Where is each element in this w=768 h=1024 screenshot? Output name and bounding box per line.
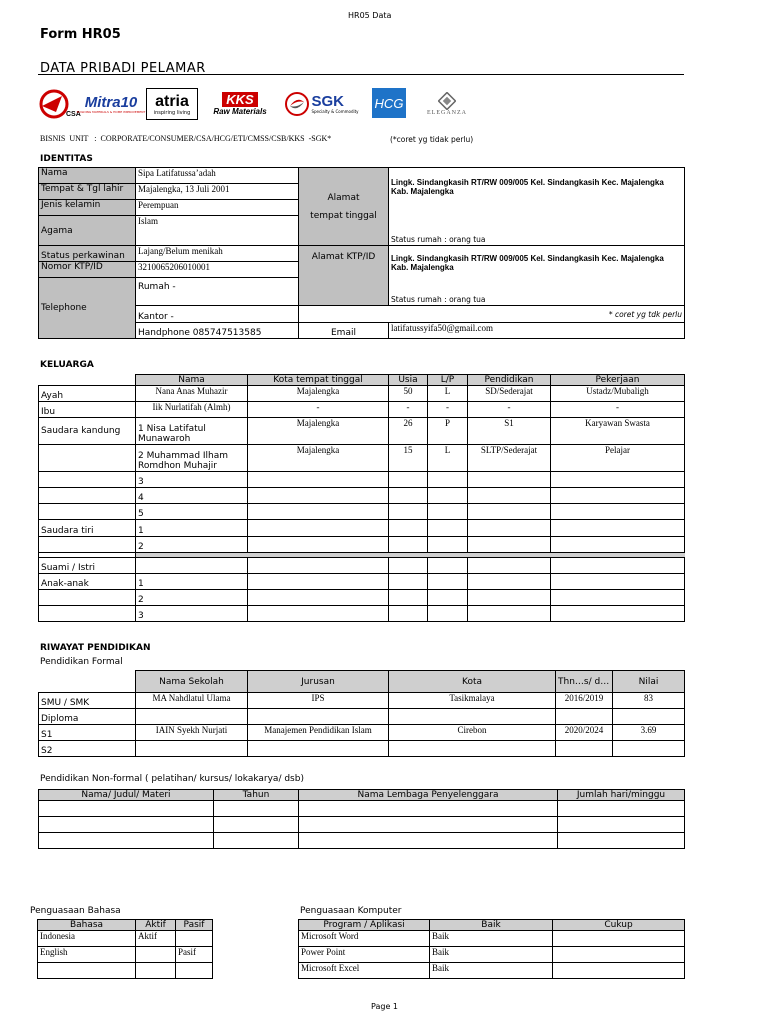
table-row: [39, 418, 685, 445]
cell[interactable]: [389, 488, 428, 504]
cell[interactable]: [551, 504, 685, 520]
program-3-cukup[interactable]: [553, 963, 685, 979]
csa-logo-icon: [38, 88, 82, 120]
col-tahun: Thn…s/ d…: [556, 671, 613, 693]
formal-corner: [39, 671, 136, 693]
col-bahasa: Bahasa: [38, 920, 136, 931]
cell[interactable]: [248, 606, 389, 622]
col-program: Program / Aplikasi: [299, 920, 430, 931]
cell[interactable]: [248, 488, 389, 504]
jk-value[interactable]: Perempuan: [136, 200, 299, 216]
cell[interactable]: [389, 606, 428, 622]
cell[interactable]: [558, 801, 685, 817]
table-row: [39, 833, 685, 849]
kks-logo-sub: Raw Materials: [213, 107, 267, 116]
row-label: [39, 488, 136, 504]
cell[interactable]: [214, 833, 299, 849]
smu-sekolah[interactable]: MA Nahdlatul Ulama: [136, 693, 248, 709]
s1-tahun[interactable]: 2020/2024: [556, 725, 613, 741]
program-1-baik[interactable]: Baik: [430, 931, 553, 947]
cell[interactable]: [248, 709, 389, 725]
col-nama: Nama: [136, 375, 248, 386]
col-kota: Kota tempat tinggal: [248, 375, 389, 386]
kks-logo-text: KKS: [222, 92, 257, 107]
cell[interactable]: [248, 504, 389, 520]
cell[interactable]: [39, 833, 214, 849]
s1-sekolah[interactable]: IAIN Syekh Nurjati: [136, 725, 248, 741]
komputer-label: Penguasaan Komputer: [300, 906, 402, 916]
row-label: [39, 606, 136, 622]
cell[interactable]: [468, 520, 551, 537]
formal-label: Pendidikan Formal: [40, 657, 123, 667]
table-row: [299, 963, 685, 979]
table-row: [39, 472, 685, 488]
ibu-pendidikan[interactable]: -: [468, 402, 551, 418]
program-2-baik[interactable]: Baik: [430, 947, 553, 963]
anak-1-nama[interactable]: 1: [136, 574, 248, 590]
agama-label: Agama: [39, 216, 136, 246]
cell[interactable]: [468, 558, 551, 574]
pendidikan-heading: RIWAYAT PENDIDIKAN: [40, 643, 151, 653]
ibu-pekerjaan[interactable]: -: [551, 402, 685, 418]
cell[interactable]: [299, 833, 558, 849]
alamat-label: [299, 168, 389, 246]
row-label: [39, 537, 136, 553]
alamat-label-2: tempat tinggal: [310, 210, 377, 221]
cell[interactable]: [551, 488, 685, 504]
smu-nilai[interactable]: 83: [613, 693, 685, 709]
ayah-pekerjaan[interactable]: Ustadz/Mubaligh: [551, 386, 685, 402]
alamat-cell[interactable]: [389, 168, 685, 246]
kantor-value[interactable]: Kantor -: [136, 306, 299, 323]
page-title: DATA PRIBADI PELAMAR: [40, 61, 206, 76]
table-row: [39, 693, 685, 709]
table-row: [39, 574, 685, 590]
col-kota-sekolah: Kota: [389, 671, 556, 693]
saudara-2-lp[interactable]: L: [428, 445, 468, 472]
table-row: [39, 801, 685, 817]
table-row: [39, 488, 685, 504]
saudara-1-pendidikan[interactable]: S1: [468, 418, 551, 445]
atria-logo-sub: inspiring living: [153, 109, 191, 116]
coret-note: * coret yg tdk perlu: [299, 306, 685, 323]
saudara-5-nama[interactable]: 5: [136, 504, 248, 520]
cell[interactable]: [389, 590, 428, 606]
cell[interactable]: [428, 537, 468, 553]
cell[interactable]: [248, 537, 389, 553]
s1-nilai[interactable]: 3.69: [613, 725, 685, 741]
saudara-1-lp[interactable]: P: [428, 418, 468, 445]
ibu-label: Ibu: [39, 402, 136, 418]
table-row: [38, 931, 213, 947]
nonformal-label: Pendidikan Non-formal ( pelatihan/ kursus/ lokakarya/ dsb): [40, 774, 304, 784]
bahasa-label: Penguasaan Bahasa: [30, 906, 121, 916]
saudara-1-pekerjaan[interactable]: Karyawan Swasta: [551, 418, 685, 445]
sgk-logo-icon: [285, 92, 309, 116]
col-materi: Nama/ Judul/ Materi: [39, 790, 214, 801]
saudara-4-nama[interactable]: 4: [136, 488, 248, 504]
cell[interactable]: [551, 537, 685, 553]
table-row: [39, 741, 685, 757]
col-pekerjaan: Pekerjaan: [551, 375, 685, 386]
alamat-ktp-cell[interactable]: [389, 246, 685, 306]
s2-label: S2: [39, 741, 136, 757]
cell[interactable]: [389, 741, 556, 757]
handphone-value[interactable]: Handphone 085747513585: [136, 323, 299, 339]
cell[interactable]: [389, 574, 428, 590]
business-unit-note: (*coret yg tidak perlu): [390, 135, 474, 144]
ayah-kota[interactable]: Majalengka: [248, 386, 389, 402]
keluarga-heading: KELUARGA: [40, 360, 94, 370]
cell[interactable]: [468, 488, 551, 504]
email-value[interactable]: latifatussyifa50@gmail.com: [389, 323, 685, 339]
cell[interactable]: [136, 558, 248, 574]
saudara-1-kota[interactable]: Majalengka: [248, 418, 389, 445]
alamat-ktp-value[interactable]: Lingk. Sindangkasih RT/RW 009/005 Kel. Sindangkasih Kec. Majalengka Kab. Majalengka: [391, 254, 664, 272]
sgk-logo-text: SGK: [311, 93, 344, 110]
col-lembaga: Nama Lembaga Penyelenggara: [299, 790, 558, 801]
email-label: Email: [299, 323, 389, 339]
table-row: [38, 947, 213, 963]
cell[interactable]: [389, 558, 428, 574]
table-row: [39, 558, 685, 574]
table-row: [39, 537, 685, 553]
eleganza-logo: [420, 88, 474, 120]
table-row: [39, 386, 685, 402]
cell[interactable]: [551, 574, 685, 590]
program-3[interactable]: Microsoft Excel: [299, 963, 430, 979]
table-row: [38, 963, 213, 979]
anak-2-nama[interactable]: 2: [136, 590, 248, 606]
ayah-nama[interactable]: Nana Anas Muhazir: [136, 386, 248, 402]
identitas-heading: IDENTITAS: [40, 154, 93, 164]
program-2-cukup[interactable]: [553, 947, 685, 963]
saudara-label: Saudara kandung: [39, 418, 136, 445]
cell[interactable]: [39, 801, 214, 817]
cell[interactable]: [551, 472, 685, 488]
cell[interactable]: [299, 817, 558, 833]
cell[interactable]: [299, 801, 558, 817]
cell[interactable]: [389, 537, 428, 553]
ttl-label: Tempat & Tgl lahir: [39, 184, 136, 200]
cell[interactable]: [214, 801, 299, 817]
saudara-2-nama[interactable]: 2 Muhammad Ilham Romdhon Muhajir: [136, 445, 248, 472]
row-label: [39, 504, 136, 520]
saudara-2-pendidikan[interactable]: SLTP/Sederajat: [468, 445, 551, 472]
pendidikan-formal-table: [38, 670, 685, 757]
table-row: [39, 709, 685, 725]
cell[interactable]: [468, 590, 551, 606]
cell[interactable]: [428, 520, 468, 537]
jk-label: Jenis kelamin: [39, 200, 136, 216]
status-label: Status perkawinan: [39, 246, 136, 262]
col-nama-sekolah: Nama Sekolah: [136, 671, 248, 693]
rumah-value[interactable]: Rumah -: [136, 278, 299, 306]
alamat-value[interactable]: Lingk. Sindangkasih RT/RW 009/005 Kel. Sindangkasih Kec. Majalengka Kab. Majalengka: [391, 178, 664, 196]
status-value[interactable]: Lajang/Belum menikah: [136, 246, 299, 262]
ayah-pendidikan[interactable]: SD/Sederajat: [468, 386, 551, 402]
atria-logo-text: atria: [155, 92, 189, 110]
program-3-baik[interactable]: Baik: [430, 963, 553, 979]
s1-kota[interactable]: Cirebon: [389, 725, 556, 741]
smu-label: SMU / SMK: [39, 693, 136, 709]
tiri-1-nama[interactable]: 1: [136, 520, 248, 537]
status-rumah-1: Status rumah : orang tua: [391, 235, 486, 244]
ktp-label: Nomor KTP/ID: [39, 262, 136, 278]
eleganza-logo-text: ELEGANZA: [427, 110, 467, 116]
program-1-cukup[interactable]: [553, 931, 685, 947]
cell[interactable]: [551, 590, 685, 606]
cell[interactable]: [468, 504, 551, 520]
bahasa-2-pasif[interactable]: Pasif: [176, 947, 213, 963]
col-lp: L/P: [428, 375, 468, 386]
table-row: [299, 947, 685, 963]
anak-3-nama[interactable]: 3: [136, 606, 248, 622]
col-jumlah: Jumlah hari/minggu: [558, 790, 685, 801]
cell[interactable]: [468, 537, 551, 553]
keluarga-corner: [39, 375, 136, 386]
cell[interactable]: [428, 590, 468, 606]
cell[interactable]: [551, 558, 685, 574]
row-label: [39, 472, 136, 488]
cell[interactable]: [136, 709, 248, 725]
anak-label: Anak-anak: [39, 574, 136, 590]
cell[interactable]: [248, 558, 389, 574]
cell[interactable]: [468, 606, 551, 622]
hcg-logo-text: HCG: [374, 95, 404, 111]
cell[interactable]: [248, 741, 389, 757]
page-number: Page 1: [371, 1002, 398, 1011]
col-tahun-nf: Tahun: [214, 790, 299, 801]
keluarga-table: [38, 374, 685, 622]
table-row: [299, 931, 685, 947]
cell[interactable]: [214, 817, 299, 833]
cell[interactable]: [556, 709, 613, 725]
cell[interactable]: [389, 709, 556, 725]
cell[interactable]: [39, 817, 214, 833]
cell[interactable]: [428, 488, 468, 504]
alamat-ktp-label: Alamat KTP/ID: [299, 246, 389, 306]
table-row: [39, 520, 685, 537]
mitra10-logo: [76, 88, 146, 120]
mitra10-logo-sub: BUILDING MATERIALS & HOME IMPROVEMENT: [76, 109, 146, 114]
s1-label: S1: [39, 725, 136, 741]
ibu-usia[interactable]: -: [389, 402, 428, 418]
col-usia: Usia: [389, 375, 428, 386]
cell[interactable]: [428, 504, 468, 520]
diploma-label: Diploma: [39, 709, 136, 725]
cell[interactable]: [248, 520, 389, 537]
table-row: [39, 445, 685, 472]
bahasa-table: [37, 919, 213, 979]
nama-value[interactable]: Sipa Latifatussa’adah: [136, 168, 299, 184]
bahasa-1[interactable]: Indonesia: [38, 931, 136, 947]
kks-logo: [208, 88, 272, 120]
nama-label: Nama: [39, 168, 136, 184]
hcg-logo: [372, 88, 406, 118]
cell[interactable]: [389, 520, 428, 537]
cell[interactable]: [428, 558, 468, 574]
table-row: [39, 504, 685, 520]
cell[interactable]: [136, 963, 176, 979]
saudara-2-usia[interactable]: 15: [389, 445, 428, 472]
cell[interactable]: [556, 741, 613, 757]
cell[interactable]: [558, 817, 685, 833]
cell[interactable]: [551, 520, 685, 537]
suami-label: Suami / Istri: [39, 558, 136, 574]
smu-kota[interactable]: Tasikmalaya: [389, 693, 556, 709]
cell[interactable]: [176, 963, 213, 979]
saudara-1-usia[interactable]: 26: [389, 418, 428, 445]
cell[interactable]: [248, 590, 389, 606]
ayah-label: Ayah: [39, 386, 136, 402]
document-name: HR05 Data: [348, 11, 392, 20]
table-row: [39, 817, 685, 833]
table-row: [39, 402, 685, 418]
program-1[interactable]: Microsoft Word: [299, 931, 430, 947]
ibu-kota[interactable]: -: [248, 402, 389, 418]
smu-jurusan[interactable]: IPS: [248, 693, 389, 709]
sgk-logo-sub: Specialty & Commodity: [311, 109, 359, 114]
cell[interactable]: [38, 963, 136, 979]
business-unit-line: BISNIS UNIT : CORPORATE/CONSUMER/CSA/HCG/ETI/CMSS/CSB/KKS -SGK*: [40, 134, 332, 143]
ayah-lp[interactable]: L: [428, 386, 468, 402]
cell[interactable]: [551, 606, 685, 622]
cell[interactable]: [468, 574, 551, 590]
table-row: [39, 725, 685, 741]
title-underline: [38, 74, 684, 75]
tiri-label: Saudara tiri: [39, 520, 136, 537]
csa-logo-text: CSA: [66, 111, 81, 118]
ttl-value[interactable]: Majalengka, 13 Juli 2001: [136, 184, 299, 200]
form-code: Form HR05: [40, 27, 121, 42]
tiri-2-nama[interactable]: 2: [136, 537, 248, 553]
col-nilai: Nilai: [613, 671, 685, 693]
cell[interactable]: [428, 472, 468, 488]
saudara-1-nama[interactable]: 1 Nisa Latifatul Munawaroh: [136, 418, 248, 445]
cell[interactable]: [428, 574, 468, 590]
ibu-lp[interactable]: -: [428, 402, 468, 418]
nonformal-table: [38, 789, 685, 849]
saudara-2-pekerjaan[interactable]: Pelajar: [551, 445, 685, 472]
identitas-table: [38, 167, 685, 339]
saudara-2-label: [39, 445, 136, 472]
program-2[interactable]: Power Point: [299, 947, 430, 963]
cell[interactable]: [468, 472, 551, 488]
cell[interactable]: [248, 472, 389, 488]
csa-logo: [38, 88, 82, 120]
bahasa-2[interactable]: English: [38, 947, 136, 963]
telephone-label: Telephone: [39, 278, 136, 339]
row-label: [39, 590, 136, 606]
cell[interactable]: [613, 741, 685, 757]
atria-logo: [146, 88, 198, 120]
cell[interactable]: [389, 504, 428, 520]
table-row: [39, 590, 685, 606]
col-aktif: Aktif: [136, 920, 176, 931]
bahasa-1-pasif[interactable]: [176, 931, 213, 947]
cell[interactable]: [248, 574, 389, 590]
ibu-nama[interactable]: Iik Nurlatifah (Almh): [136, 402, 248, 418]
cell[interactable]: [389, 472, 428, 488]
col-baik: Baik: [430, 920, 553, 931]
table-row: [39, 606, 685, 622]
cell[interactable]: [428, 606, 468, 622]
bahasa-2-aktif[interactable]: [136, 947, 176, 963]
agama-value[interactable]: Islam: [136, 216, 299, 246]
cell[interactable]: [613, 709, 685, 725]
cell[interactable]: [558, 833, 685, 849]
alamat-label-1: Alamat: [327, 192, 360, 203]
mitra10-logo-text: Mitra10: [84, 93, 138, 111]
eleganza-logo-icon: [438, 92, 456, 110]
bahasa-1-aktif[interactable]: Aktif: [136, 931, 176, 947]
col-cukup: Cukup: [553, 920, 685, 931]
cell[interactable]: [136, 741, 248, 757]
col-pendidikan: Pendidikan: [468, 375, 551, 386]
saudara-3-nama[interactable]: 3: [136, 472, 248, 488]
komputer-table: [298, 919, 685, 979]
status-rumah-2: Status rumah : orang tua: [391, 295, 486, 304]
ayah-usia[interactable]: 50: [389, 386, 428, 402]
sgk-logo: [284, 88, 360, 120]
s1-jurusan[interactable]: Manajemen Pendidikan Islam: [248, 725, 389, 741]
col-jurusan: Jurusan: [248, 671, 389, 693]
ktp-value[interactable]: 3210065206010001: [136, 262, 299, 278]
col-pasif: Pasif: [176, 920, 213, 931]
saudara-2-kota[interactable]: Majalengka: [248, 445, 389, 472]
smu-tahun[interactable]: 2016/2019: [556, 693, 613, 709]
